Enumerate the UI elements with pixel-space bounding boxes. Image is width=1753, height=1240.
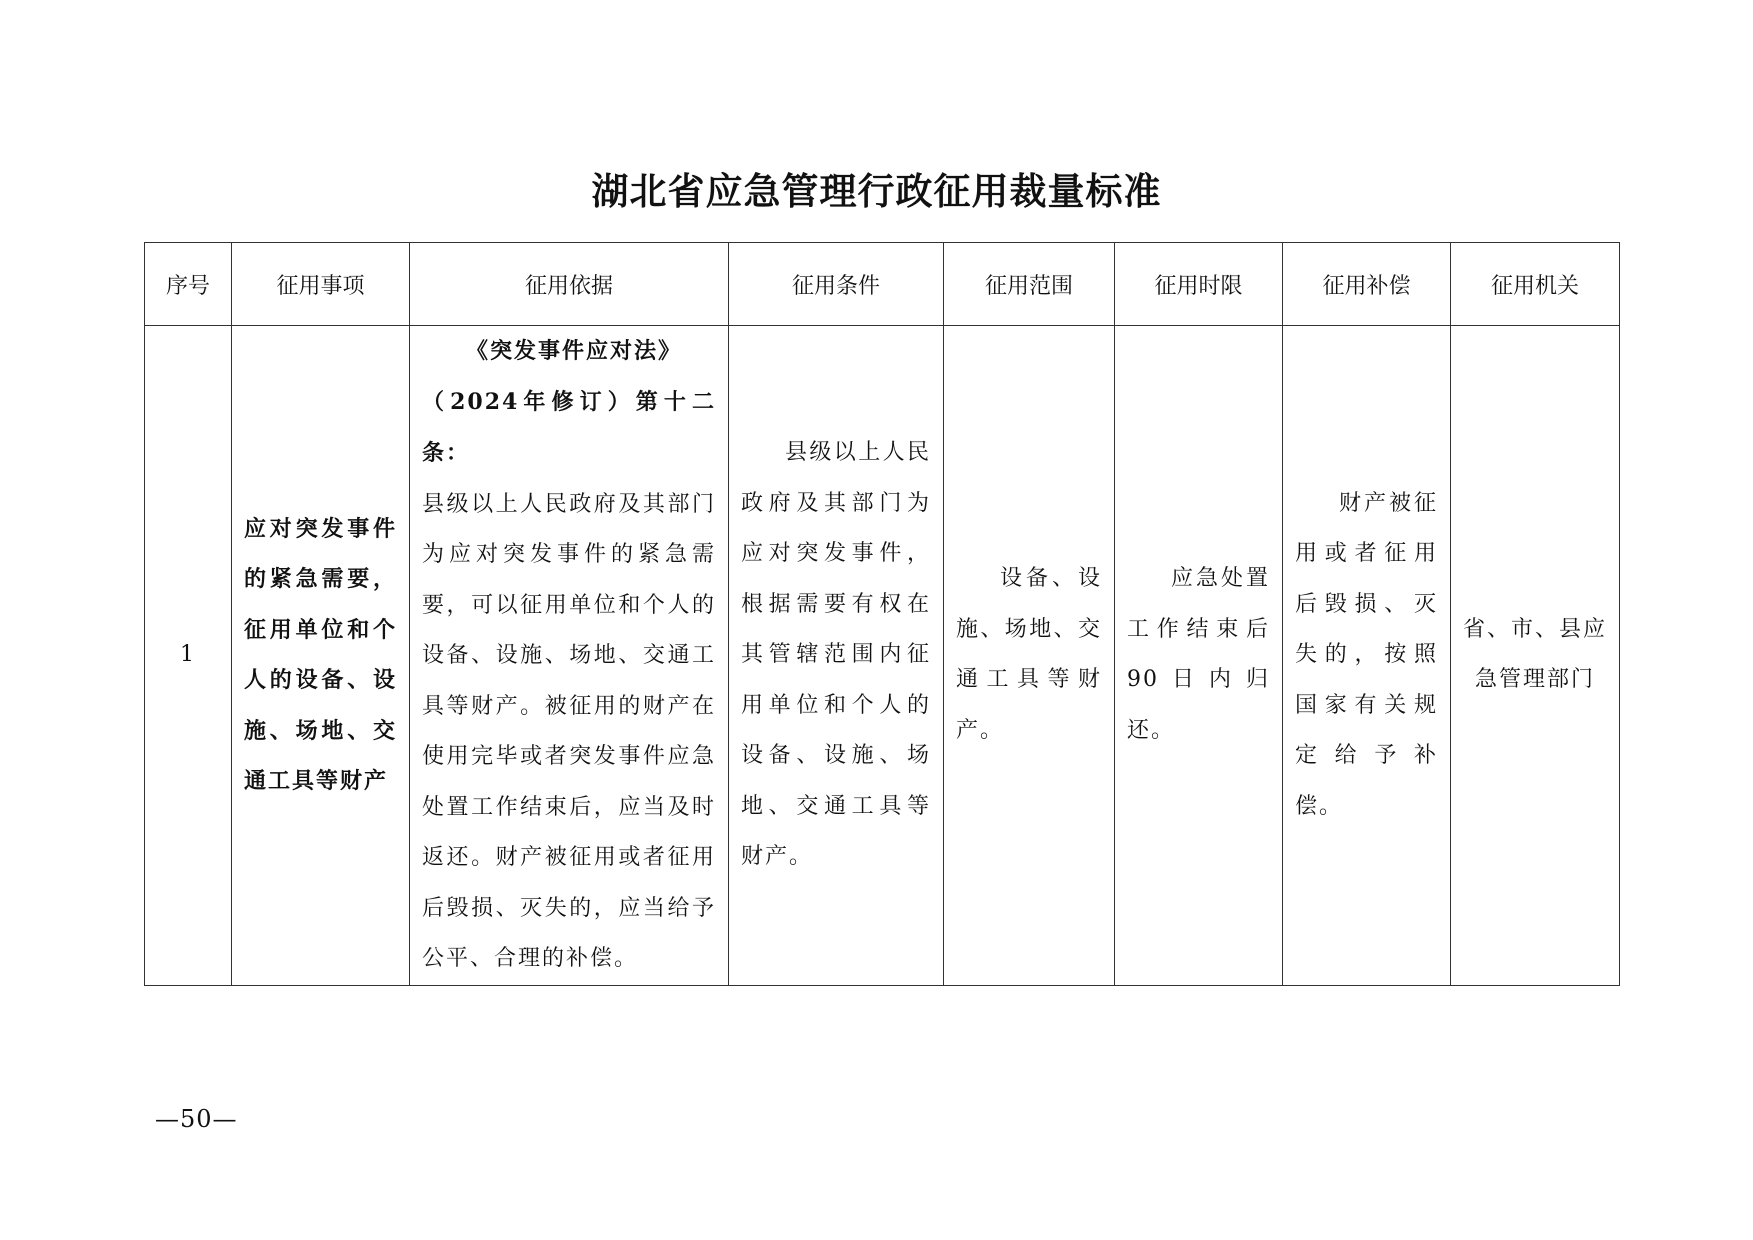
cell-conditions xyxy=(729,326,944,986)
header-index: 序号 xyxy=(145,243,232,326)
basis-law-title: 《突发事件应对法》 xyxy=(466,338,683,364)
row-item: 应对突发事件的紧急需要，征用单位和个人的设备、设施、场地、交通工具等财产 xyxy=(244,515,397,795)
row-basis xyxy=(410,326,728,985)
header-time-limit: 征用时限 xyxy=(1115,243,1283,326)
header-item: 征用事项 xyxy=(232,243,410,326)
table-row xyxy=(145,326,1620,986)
row-scope: 设备、设施、场地、交通工具等财产。 xyxy=(956,566,1102,743)
header-compensation: 征用补偿 xyxy=(1283,243,1451,326)
row-index: 1 xyxy=(180,642,196,667)
header-authority: 征用机关 xyxy=(1451,243,1620,326)
standards-table xyxy=(144,242,1620,986)
page-number: —50— xyxy=(155,1105,238,1133)
cell-compensation xyxy=(1283,326,1451,986)
cell-item xyxy=(232,326,410,986)
row-compensation: 财产被征用或者征用后毁损、灭失的，按照国家有关规定给予补偿。 xyxy=(1295,490,1438,819)
header-conditions: 征用条件 xyxy=(729,243,944,326)
cell-time-limit xyxy=(1115,326,1283,986)
row-conditions: 县级以上人民政府及其部门为应对突发事件，根据需要有权在其管辖范围内征用单位和个人的设备、设施、场地、交通工具等财产。 xyxy=(741,440,931,869)
table-header-row xyxy=(145,243,1620,326)
header-basis: 征用依据 xyxy=(410,243,729,326)
header-scope: 征用范围 xyxy=(944,243,1115,326)
cell-authority xyxy=(1451,326,1620,986)
basis-article: （2024年修订）第十二条： xyxy=(422,388,716,466)
cell-scope xyxy=(944,326,1115,986)
cell-basis xyxy=(410,326,729,986)
basis-body: 县级以上人民政府及其部门为应对突发事件的紧急需要，可以征用单位和个人的设备、设施、场地、交通工具等财产。被征用的财产在使用完毕或者突发事件应急处置工作结束后，应当及时返还。财产被征用或者征用后毁损、灭失的，应当给予公平、合理的补偿。 xyxy=(422,491,716,971)
row-authority: 省、市、县应急管理部门 xyxy=(1463,616,1608,693)
page-title: 湖北省应急管理行政征用裁量标准 xyxy=(591,169,1162,213)
cell-index xyxy=(145,326,232,986)
row-time-limit: 应急处置工作结束后90日内归还。 xyxy=(1127,566,1270,743)
